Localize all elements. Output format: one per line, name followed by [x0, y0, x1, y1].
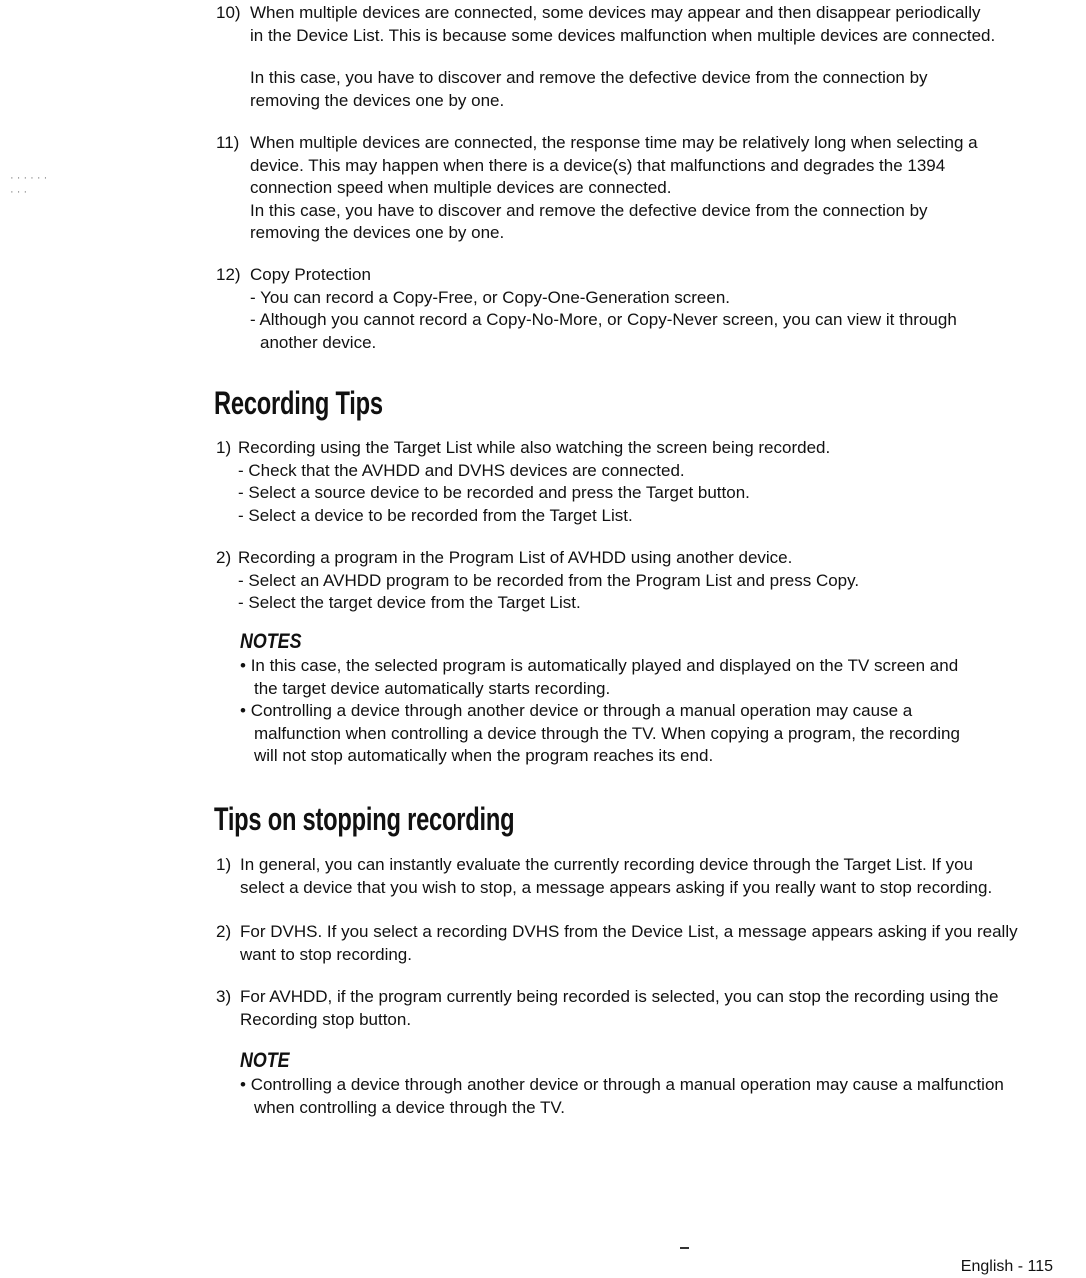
item-text-line: In this case, you have to discover and remove the defective device from the connection by: [250, 200, 928, 220]
item-number: 11): [216, 133, 240, 152]
note-continued: malfunction when controlling a device through the TV. When copying a program, the recording: [254, 723, 960, 743]
item-number: 12): [216, 265, 241, 284]
notes-list: [240, 655, 1070, 768]
item-title: Recording a program in the Program List of AVHDD using another device.: [238, 548, 793, 567]
notes-heading: NOTES: [240, 630, 302, 653]
item-text-line: want to stop recording.: [240, 944, 412, 964]
item-text-line: For DVHS. If you select a recording DVHS from the Device List, a message appears asking if you really: [240, 922, 1018, 941]
list-item-12: [216, 264, 1066, 354]
note-bullet: [240, 1074, 1084, 1097]
item-number: 3): [216, 987, 232, 1006]
bullet-icon: •: [240, 656, 251, 675]
sub-item: - Select a source device to be recorded and press the Target button.: [238, 483, 750, 502]
item-number: 2): [216, 922, 232, 941]
sub-item: - Select an AVHDD program to be recorded from the Program List and press Copy.: [238, 570, 860, 590]
note-text: In this case, the selected program is automatically played and displayed on the TV screen and: [250, 656, 959, 675]
sub-item: - Check that the AVHDD and DVHS devices are connected.: [238, 460, 685, 480]
item-title: Recording using the Target List while also watching the screen being recorded.: [238, 438, 831, 457]
item-text-line: Recording stop button.: [240, 1009, 412, 1029]
sub-item: - Although you cannot record a Copy-No-More, or Copy-Never screen, you can view it through: [250, 310, 957, 329]
item-text-line: When multiple devices are connected, some devices may appear and then disappear periodically: [250, 3, 981, 22]
note-heading: NOTE: [240, 1049, 290, 1072]
scan-artifact: · · · · · ·: [10, 172, 48, 184]
sub-item: - Select a device to be recorded from the Target List.: [238, 505, 633, 525]
sub-item: - You can record a Copy-Free, or Copy-One-Generation screen.: [250, 287, 731, 307]
item-number: 10): [216, 3, 241, 22]
item-text-line: For AVHDD, if the program currently being recorded is selected, you can stop the recording using the: [240, 987, 999, 1006]
item-text-line: device. This may happen when there is a device(s) that malfunctions and degrades the 1394: [250, 155, 946, 175]
scan-artifact: · · ·: [10, 186, 28, 198]
item-text-line: connection speed when multiple devices are connected.: [250, 178, 672, 197]
note-bullet: [240, 655, 1070, 678]
item-text-line: removing the devices one by one.: [250, 90, 505, 110]
item-text-line: removing the devices one by one.: [250, 223, 505, 242]
tip-item-2: [216, 547, 1066, 615]
section-heading-stopping: Tips on stopping recording: [214, 801, 515, 837]
scan-artifact: [680, 1247, 689, 1249]
bullet-icon: •: [240, 701, 251, 720]
note-continued: will not stop automatically when the program reaches its end.: [254, 746, 714, 765]
item-text-line: In general, you can instantly evaluate the currently recording device through the Target List. If you: [240, 855, 974, 874]
item-number: 1): [216, 438, 232, 457]
note-continued: when controlling a device through the TV.: [254, 1097, 565, 1117]
list-item-11: [216, 132, 1066, 245]
stopping-item-2: [216, 921, 1082, 966]
tip-item-1: [216, 437, 1066, 527]
item-text-line: select a device that you wish to stop, a message appears asking if you really want to stop recording.: [240, 877, 993, 897]
item-text-line: in the Device List. This is because some devices malfunction when multiple devices are connected.: [250, 25, 996, 45]
item-text-line: When multiple devices are connected, the response time may be relatively long when selecting a: [250, 133, 978, 152]
item-number: 2): [216, 548, 232, 567]
stopping-item-1: [216, 854, 1076, 899]
note-list: [240, 1074, 1084, 1119]
section-heading-recording-tips: Recording Tips: [214, 385, 383, 421]
note-text: Controlling a device through another device or through a manual operation may cause a malfunction: [250, 1075, 1004, 1094]
bullet-icon: •: [240, 1075, 251, 1094]
sub-item-continued: another device.: [260, 332, 377, 352]
sub-item: - Select the target device from the Target List.: [238, 593, 581, 612]
note-text: Controlling a device through another device or through a manual operation may cause a: [250, 701, 913, 720]
note-continued: the target device automatically starts recording.: [254, 678, 611, 698]
page-number: English - 115: [960, 1258, 1053, 1275]
note-bullet: [240, 700, 1070, 723]
list-item-10: [216, 2, 1066, 112]
item-title: Copy Protection: [250, 265, 371, 284]
stopping-item-3: [216, 986, 1076, 1031]
item-text-line: In this case, you have to discover and remove the defective device from the connection by: [250, 68, 928, 87]
item-number: 1): [216, 855, 232, 874]
